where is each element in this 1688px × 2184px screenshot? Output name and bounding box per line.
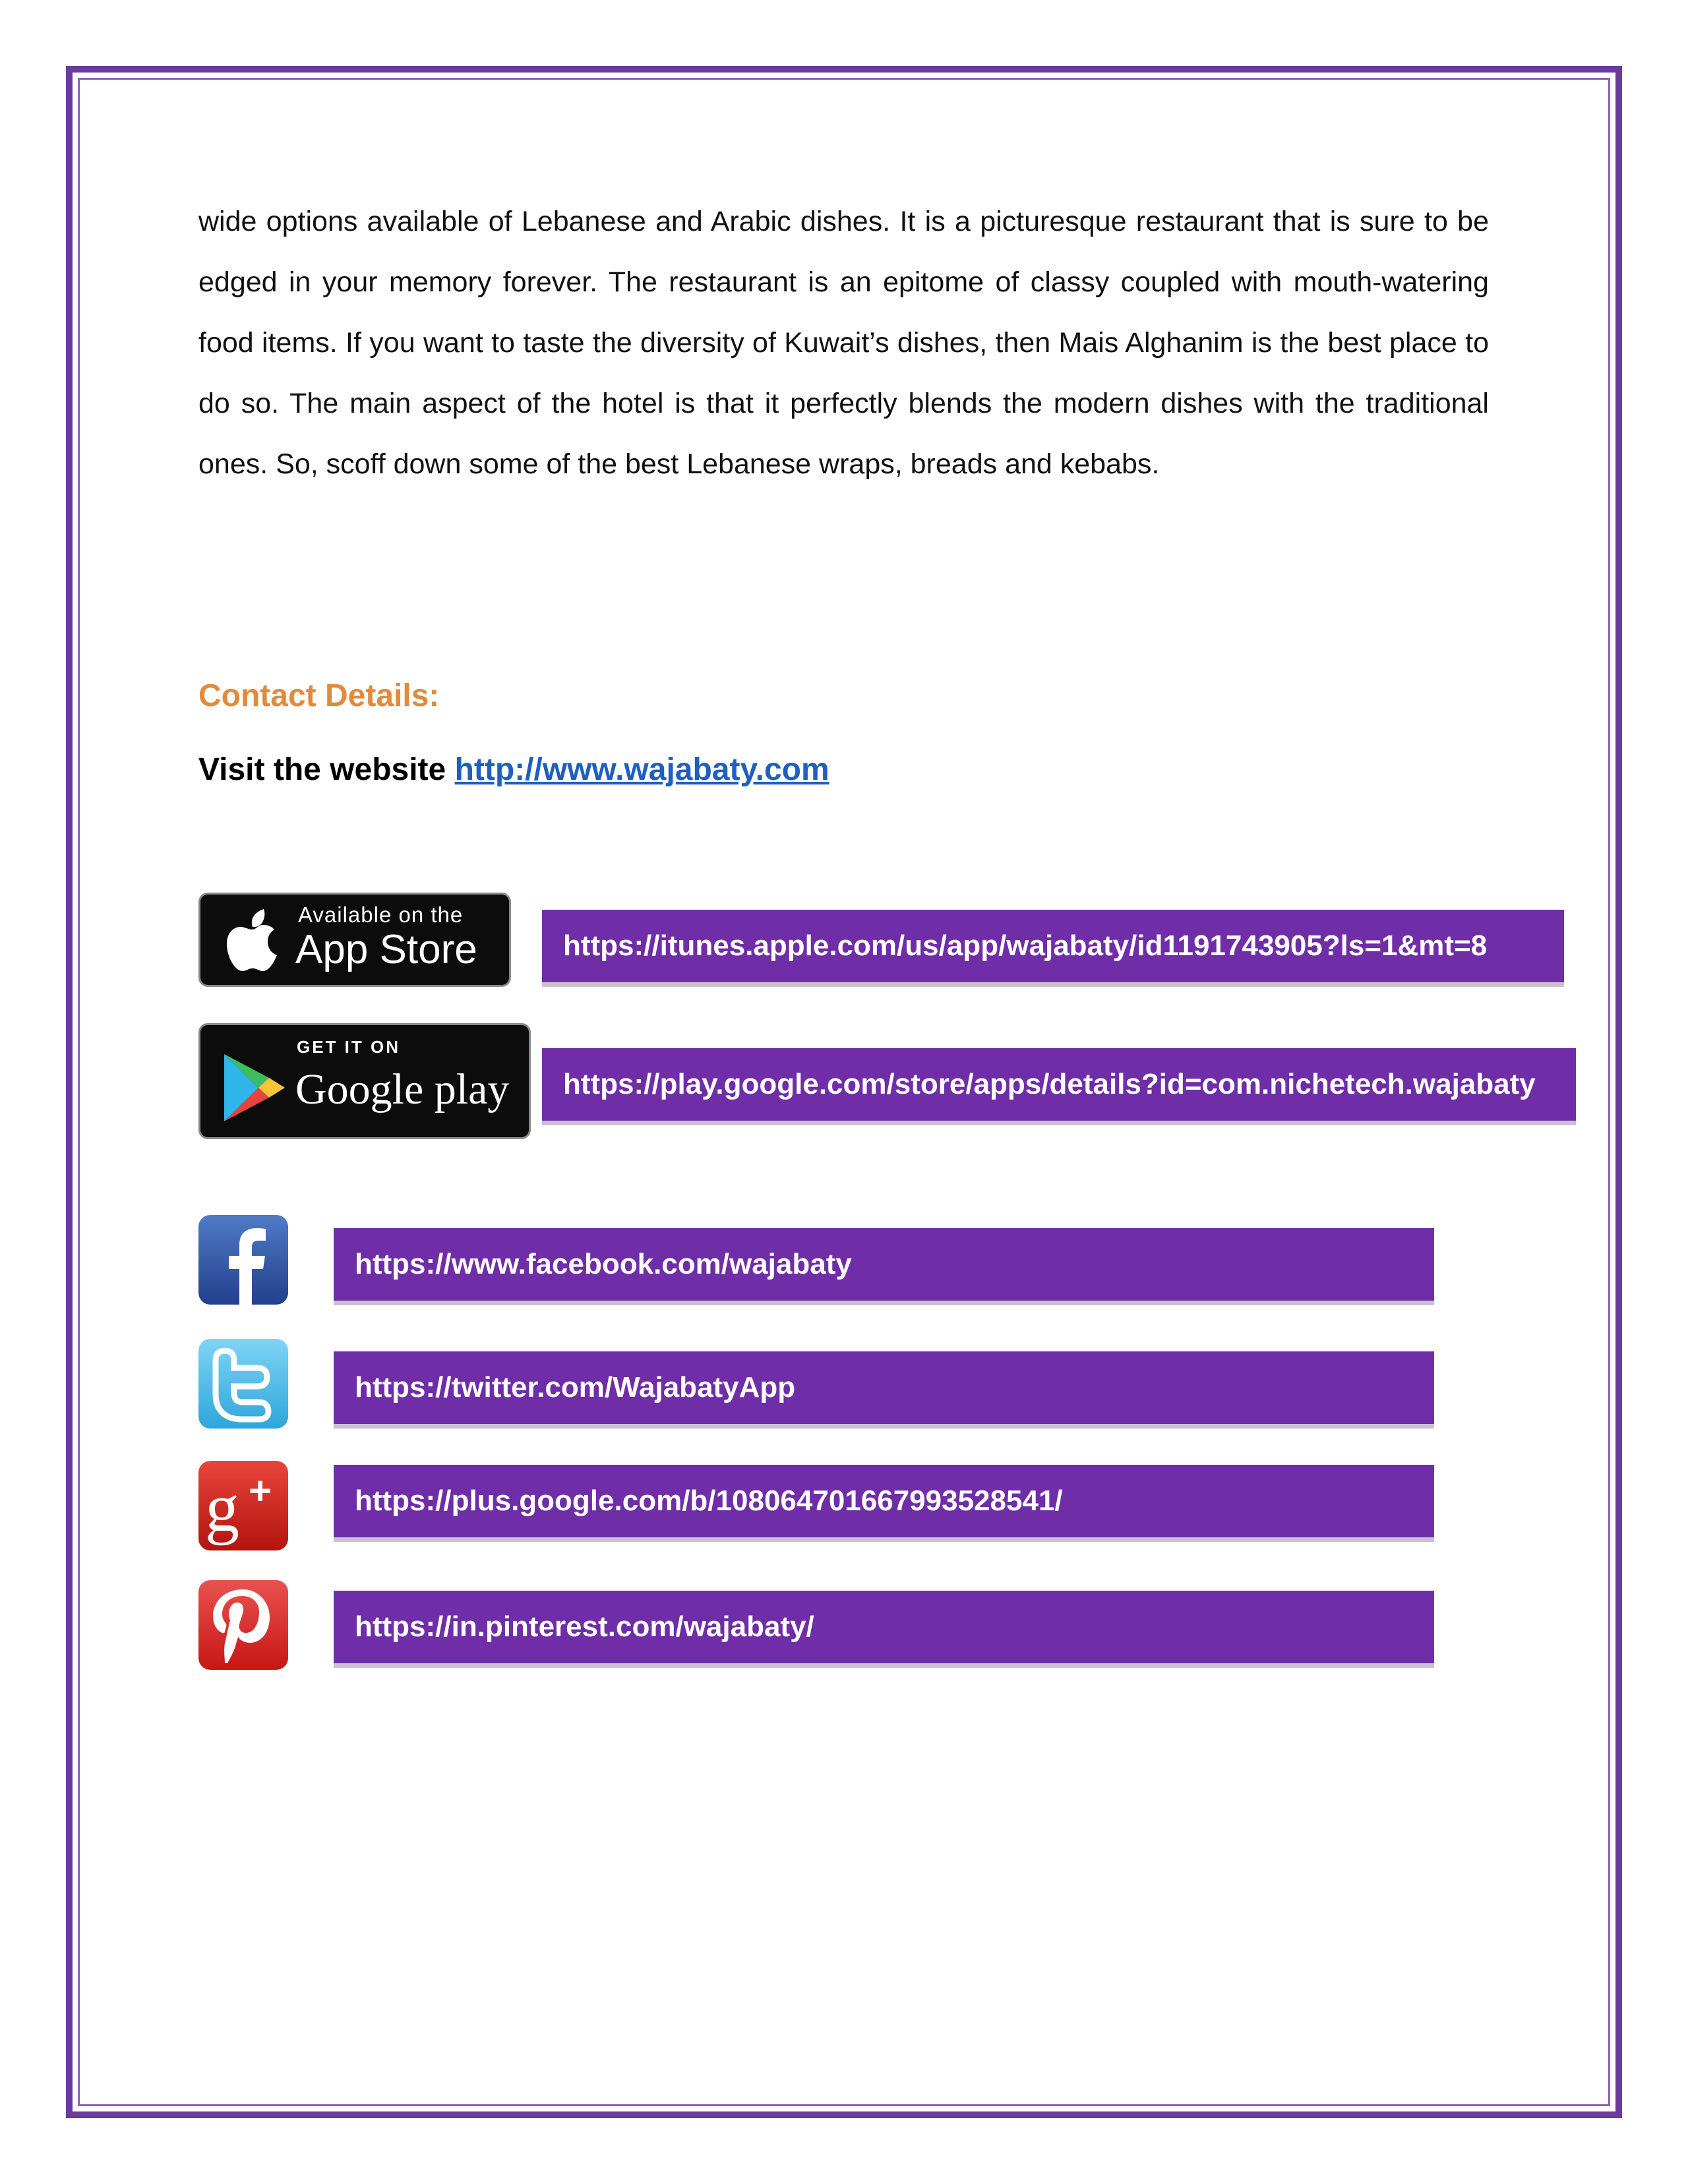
facebook-link-text: https://www.facebook.com/wajabaty xyxy=(355,1248,852,1280)
visit-website-label: Visit the website xyxy=(198,752,455,787)
visit-website-line xyxy=(198,752,829,788)
twitter-glyph xyxy=(198,1339,288,1429)
app-store-small-text: Available on the xyxy=(298,902,464,927)
apple-icon xyxy=(224,908,281,974)
facebook-icon[interactable] xyxy=(198,1215,288,1305)
app-store-badge[interactable] xyxy=(198,893,511,987)
google-plus-link-bar[interactable] xyxy=(334,1465,1434,1537)
svg-text:g: g xyxy=(205,1470,239,1546)
svg-text:+: + xyxy=(249,1469,272,1513)
google-plus-glyph xyxy=(198,1461,288,1550)
google-play-large-text: Google play xyxy=(295,1065,510,1113)
google-play-small-text: GET IT ON xyxy=(297,1037,400,1057)
pinterest-link-bar[interactable] xyxy=(334,1591,1434,1663)
pinterest-link-text: https://in.pinterest.com/wajabaty/ xyxy=(355,1610,814,1643)
google-plus-link-text: https://plus.google.com/b/108064701667993528541/ xyxy=(355,1485,1063,1517)
pinterest-icon[interactable] xyxy=(198,1580,288,1670)
itunes-link-bar[interactable] xyxy=(542,910,1564,982)
google-play-link-bar[interactable] xyxy=(542,1048,1576,1121)
contact-details-heading: Contact Details: xyxy=(198,678,440,713)
twitter-link-text: https://twitter.com/WajabatyApp xyxy=(355,1371,796,1403)
google-plus-icon[interactable] xyxy=(198,1461,288,1550)
twitter-icon[interactable] xyxy=(198,1339,288,1429)
twitter-link-bar[interactable] xyxy=(334,1351,1434,1424)
google-play-icon xyxy=(222,1051,287,1124)
facebook-link-bar[interactable] xyxy=(334,1228,1434,1301)
app-store-large-text: App Store xyxy=(295,927,477,972)
google-play-link-text: https://play.google.com/store/apps/details?id=com.nichetech.wajabaty xyxy=(563,1068,1536,1100)
website-link[interactable]: http://www.wajabaty.com xyxy=(454,752,829,787)
itunes-link-text: https://itunes.apple.com/us/app/wajabaty/id1191743905?ls=1&mt=8 xyxy=(563,930,1488,962)
body-paragraph: wide options available of Lebanese and Arabic dishes. It is a picturesque restaurant that is sure to be edged in your memory forever. The restaurant is an epitome of classy coupled with mouth-watering food items. If you want to taste the diversity of Kuwait’s dishes, then Mais Alghanim is the best place to do so. The main aspect of the hotel is that it perfectly blends the modern dishes with the traditional ones. So, scoff down some of the best Lebanese wraps, breads and kebabs. xyxy=(198,206,1489,480)
google-play-badge[interactable] xyxy=(198,1023,531,1139)
pinterest-glyph xyxy=(198,1580,288,1670)
facebook-glyph xyxy=(198,1215,288,1305)
